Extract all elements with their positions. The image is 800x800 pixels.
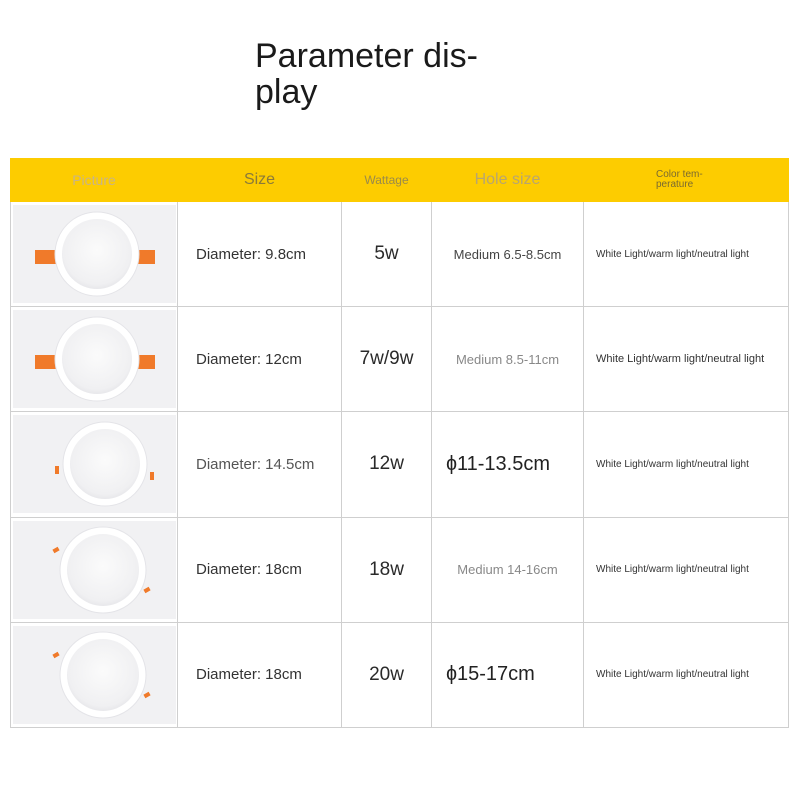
size-cell: Diameter: 12cm <box>178 307 342 412</box>
hole-size-cell: ɸ11-13.5cm <box>432 412 584 517</box>
size-cell: Diameter: 18cm <box>178 622 342 727</box>
hole-size-cell: Medium 14-16cm <box>432 517 584 622</box>
size-cell: Diameter: 18cm <box>178 517 342 622</box>
picture-cell <box>11 412 178 517</box>
wattage-cell: 5w <box>342 202 432 307</box>
hole-size-cell: Medium 8.5-11cm <box>432 307 584 412</box>
picture-cell <box>11 202 178 307</box>
downlight-photo <box>13 415 176 513</box>
downlight-photo <box>13 310 176 408</box>
color-temperature-cell: White Light/warm light/neutral light <box>584 622 789 727</box>
header-size: Size <box>178 159 342 202</box>
table-header-row <box>11 159 789 202</box>
page-title: Parameter dis- play <box>255 37 478 111</box>
header-wattage: Wattage <box>342 159 432 202</box>
wattage-cell: 7w/9w <box>342 307 432 412</box>
downlight-photo <box>13 626 176 724</box>
downlight-photo <box>13 205 176 303</box>
wattage-cell: 18w <box>342 517 432 622</box>
hole-size-cell: ɸ15-17cm <box>432 622 584 727</box>
header-picture: Picture <box>11 159 178 202</box>
header-color-temperature <box>584 159 789 202</box>
table-row <box>11 517 789 622</box>
color-temperature-cell: White Light/warm light/neutral light <box>584 307 789 412</box>
size-cell: Diameter: 9.8cm <box>178 202 342 307</box>
picture-cell <box>11 307 178 412</box>
header-hole-size: Hole size <box>432 159 584 202</box>
picture-cell <box>11 517 178 622</box>
size-cell: Diameter: 14.5cm <box>178 412 342 517</box>
wattage-cell: 12w <box>342 412 432 517</box>
header-color-temperature-label: Color tem- perature <box>656 169 703 190</box>
table-row <box>11 202 789 307</box>
color-temperature-cell: White Light/warm light/neutral light <box>584 202 789 307</box>
color-temperature-cell: White Light/warm light/neutral light <box>584 517 789 622</box>
table-row <box>11 622 789 727</box>
color-temperature-cell: White Light/warm light/neutral light <box>584 412 789 517</box>
picture-cell <box>11 622 178 727</box>
wattage-cell: 20w <box>342 622 432 727</box>
parameter-table <box>10 158 789 728</box>
table-row <box>11 412 789 517</box>
downlight-photo <box>13 521 176 619</box>
table-row <box>11 307 789 412</box>
hole-size-cell: Medium 6.5-8.5cm <box>432 202 584 307</box>
